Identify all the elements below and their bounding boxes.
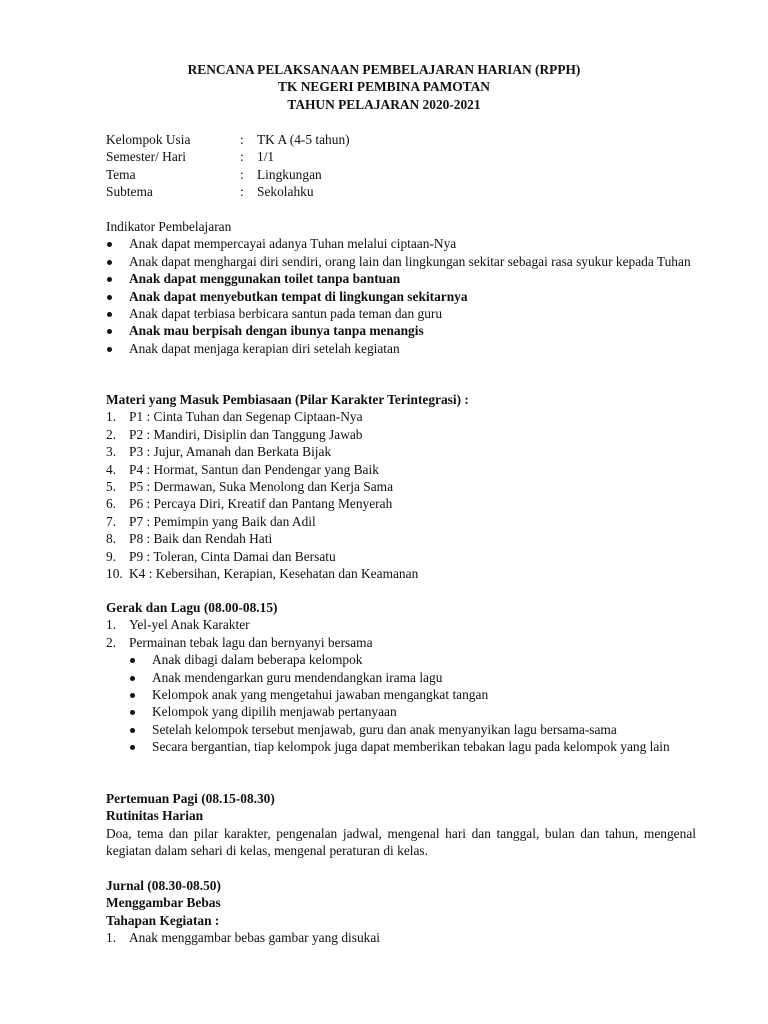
meta-value: TK A (4-5 tahun): [257, 132, 350, 147]
list-item: 6. P6 : Percaya Diri, Kreatif dan Pantang Menyerah: [106, 496, 393, 512]
meta-label: Subtema: [106, 184, 153, 200]
list-item: 2. P2 : Mandiri, Disiplin dan Tanggung Jawab: [106, 426, 363, 442]
bullet-icon: [129, 686, 152, 703]
materi-section: [106, 391, 696, 582]
list-item: 9. P9 : Toleran, Cinta Damai dan Bersatu: [106, 548, 336, 564]
list-item: 7. P7 : Pemimpin yang Baik dan Adil: [106, 513, 316, 529]
header-school: TK NEGERI PEMBINA PAMOTAN: [278, 79, 490, 95]
header-year: TAHUN PELAJARAN 2020-2021: [287, 96, 481, 112]
list-item: 2. Permainan tebak lagu dan bernyanyi bersama: [106, 634, 373, 650]
indikator-title: Indikator Pembelajaran: [106, 219, 232, 234]
meta-value: Sekolahku: [257, 184, 314, 200]
materi-title: Materi yang Masuk Pembiasaan (Pilar Karakter Terintegrasi) :: [106, 392, 469, 407]
meta-value: Lingkungan: [257, 166, 322, 182]
gerak-section: [106, 599, 696, 756]
list-item: Anak dibagi dalam beberapa kelompok: [129, 651, 696, 668]
bullet-icon: [106, 305, 129, 322]
pagi-section: [106, 790, 696, 860]
meta-row: [106, 183, 350, 200]
bullet-icon: [129, 738, 152, 755]
meta-label: Semester/ Hari: [106, 149, 186, 165]
list-item: Kelompok anak yang mengetahui jawaban mengangkat tangan: [129, 686, 696, 703]
meta-colon: :: [240, 166, 244, 182]
meta-info: [106, 131, 350, 201]
meta-colon: :: [240, 184, 244, 200]
list-item: Anak dapat mempercayai adanya Tuhan melalui ciptaan-Nya: [106, 235, 696, 252]
meta-colon: :: [240, 132, 244, 147]
meta-colon: :: [240, 149, 244, 165]
meta-row: [106, 148, 350, 165]
document-header: [0, 61, 768, 113]
bullet-icon: [106, 253, 129, 270]
list-item: 1. Yel-yel Anak Karakter: [106, 617, 250, 633]
list-item: Setelah kelompok tersebut menjawab, guru dan anak menyanyikan lagu bersama-sama: [129, 721, 696, 738]
list-item: Anak dapat menggunakan toilet tanpa bantuan: [106, 270, 696, 287]
header-title: RENCANA PELAKSANAAN PEMBELAJARAN HARIAN (RPPH): [187, 62, 581, 77]
bullet-icon: [129, 703, 152, 720]
jurnal-section: [106, 877, 696, 947]
list-item: 1. P1 : Cinta Tuhan dan Segenap Ciptaan-Nya: [106, 409, 363, 425]
list-item: 3. P3 : Jujur, Amanah dan Berkata Bijak: [106, 444, 332, 460]
list-item: 5. P5 : Dermawan, Suka Menolong dan Kerja Sama: [106, 479, 394, 495]
bullet-icon: [106, 270, 129, 287]
meta-label: Kelompok Usia: [106, 132, 191, 147]
bullet-icon: [106, 322, 129, 339]
list-item: Secara bergantian, tiap kelompok juga dapat memberikan tebakan lagu pada kelompok yang lain: [129, 738, 696, 755]
list-item: Anak dapat terbiasa berbicara santun pada teman dan guru: [106, 305, 696, 322]
list-item: Kelompok yang dipilih menjawab pertanyaan: [129, 703, 696, 720]
list-item: 1. Anak menggambar bebas gambar yang disukai: [106, 930, 380, 946]
list-item: 8. P8 : Baik dan Rendah Hati: [106, 531, 273, 547]
meta-row: [106, 166, 350, 183]
sub-list: [106, 651, 696, 755]
bullet-icon: [129, 721, 152, 738]
bullet-icon: [129, 669, 152, 686]
meta-label: Tema: [106, 166, 136, 182]
pagi-subtitle: Rutinitas Harian: [106, 808, 204, 824]
bullet-icon: [106, 235, 129, 252]
jurnal-title: Jurnal (08.30-08.50): [106, 878, 221, 893]
bullet-icon: [129, 651, 152, 668]
list-item: Anak dapat menjaga kerapian diri setelah kegiatan: [106, 340, 696, 357]
bullet-icon: [106, 340, 129, 357]
list-item: 10. K4 : Kebersihan, Kerapian, Kesehatan dan Keamanan: [106, 566, 419, 582]
jurnal-subtitle: Menggambar Bebas: [106, 895, 221, 911]
gerak-title: Gerak dan Lagu (08.00-08.15): [106, 600, 278, 615]
indikator-section: [106, 218, 696, 357]
meta-row: [106, 131, 350, 148]
bullet-icon: [106, 288, 129, 305]
tahapan-title: Tahapan Kegiatan :: [106, 912, 220, 928]
list-item: Anak dapat menyebutkan tempat di lingkungan sekitarnya: [106, 288, 696, 305]
pagi-title: Pertemuan Pagi (08.15-08.30): [106, 791, 275, 806]
list-item: Anak mendengarkan guru mendendangkan irama lagu: [129, 669, 696, 686]
list-item: Anak mau berpisah dengan ibunya tanpa menangis: [106, 322, 696, 339]
meta-value: 1/1: [257, 149, 275, 165]
list-item: Anak dapat menghargai diri sendiri, orang lain dan lingkungan sekitar sebagai rasa syukur kepada Tuhan: [106, 253, 696, 270]
pagi-text: Doa, tema dan pilar karakter, pengenalan jadwal, mengenal hari dan tanggal, bulan dan tahun, mengenal kegiatan dalam sehari di kelas, mengenal peraturan di kelas.: [106, 825, 696, 859]
list-item: 4. P4 : Hormat, Santun dan Pendengar yang Baik: [106, 461, 379, 477]
